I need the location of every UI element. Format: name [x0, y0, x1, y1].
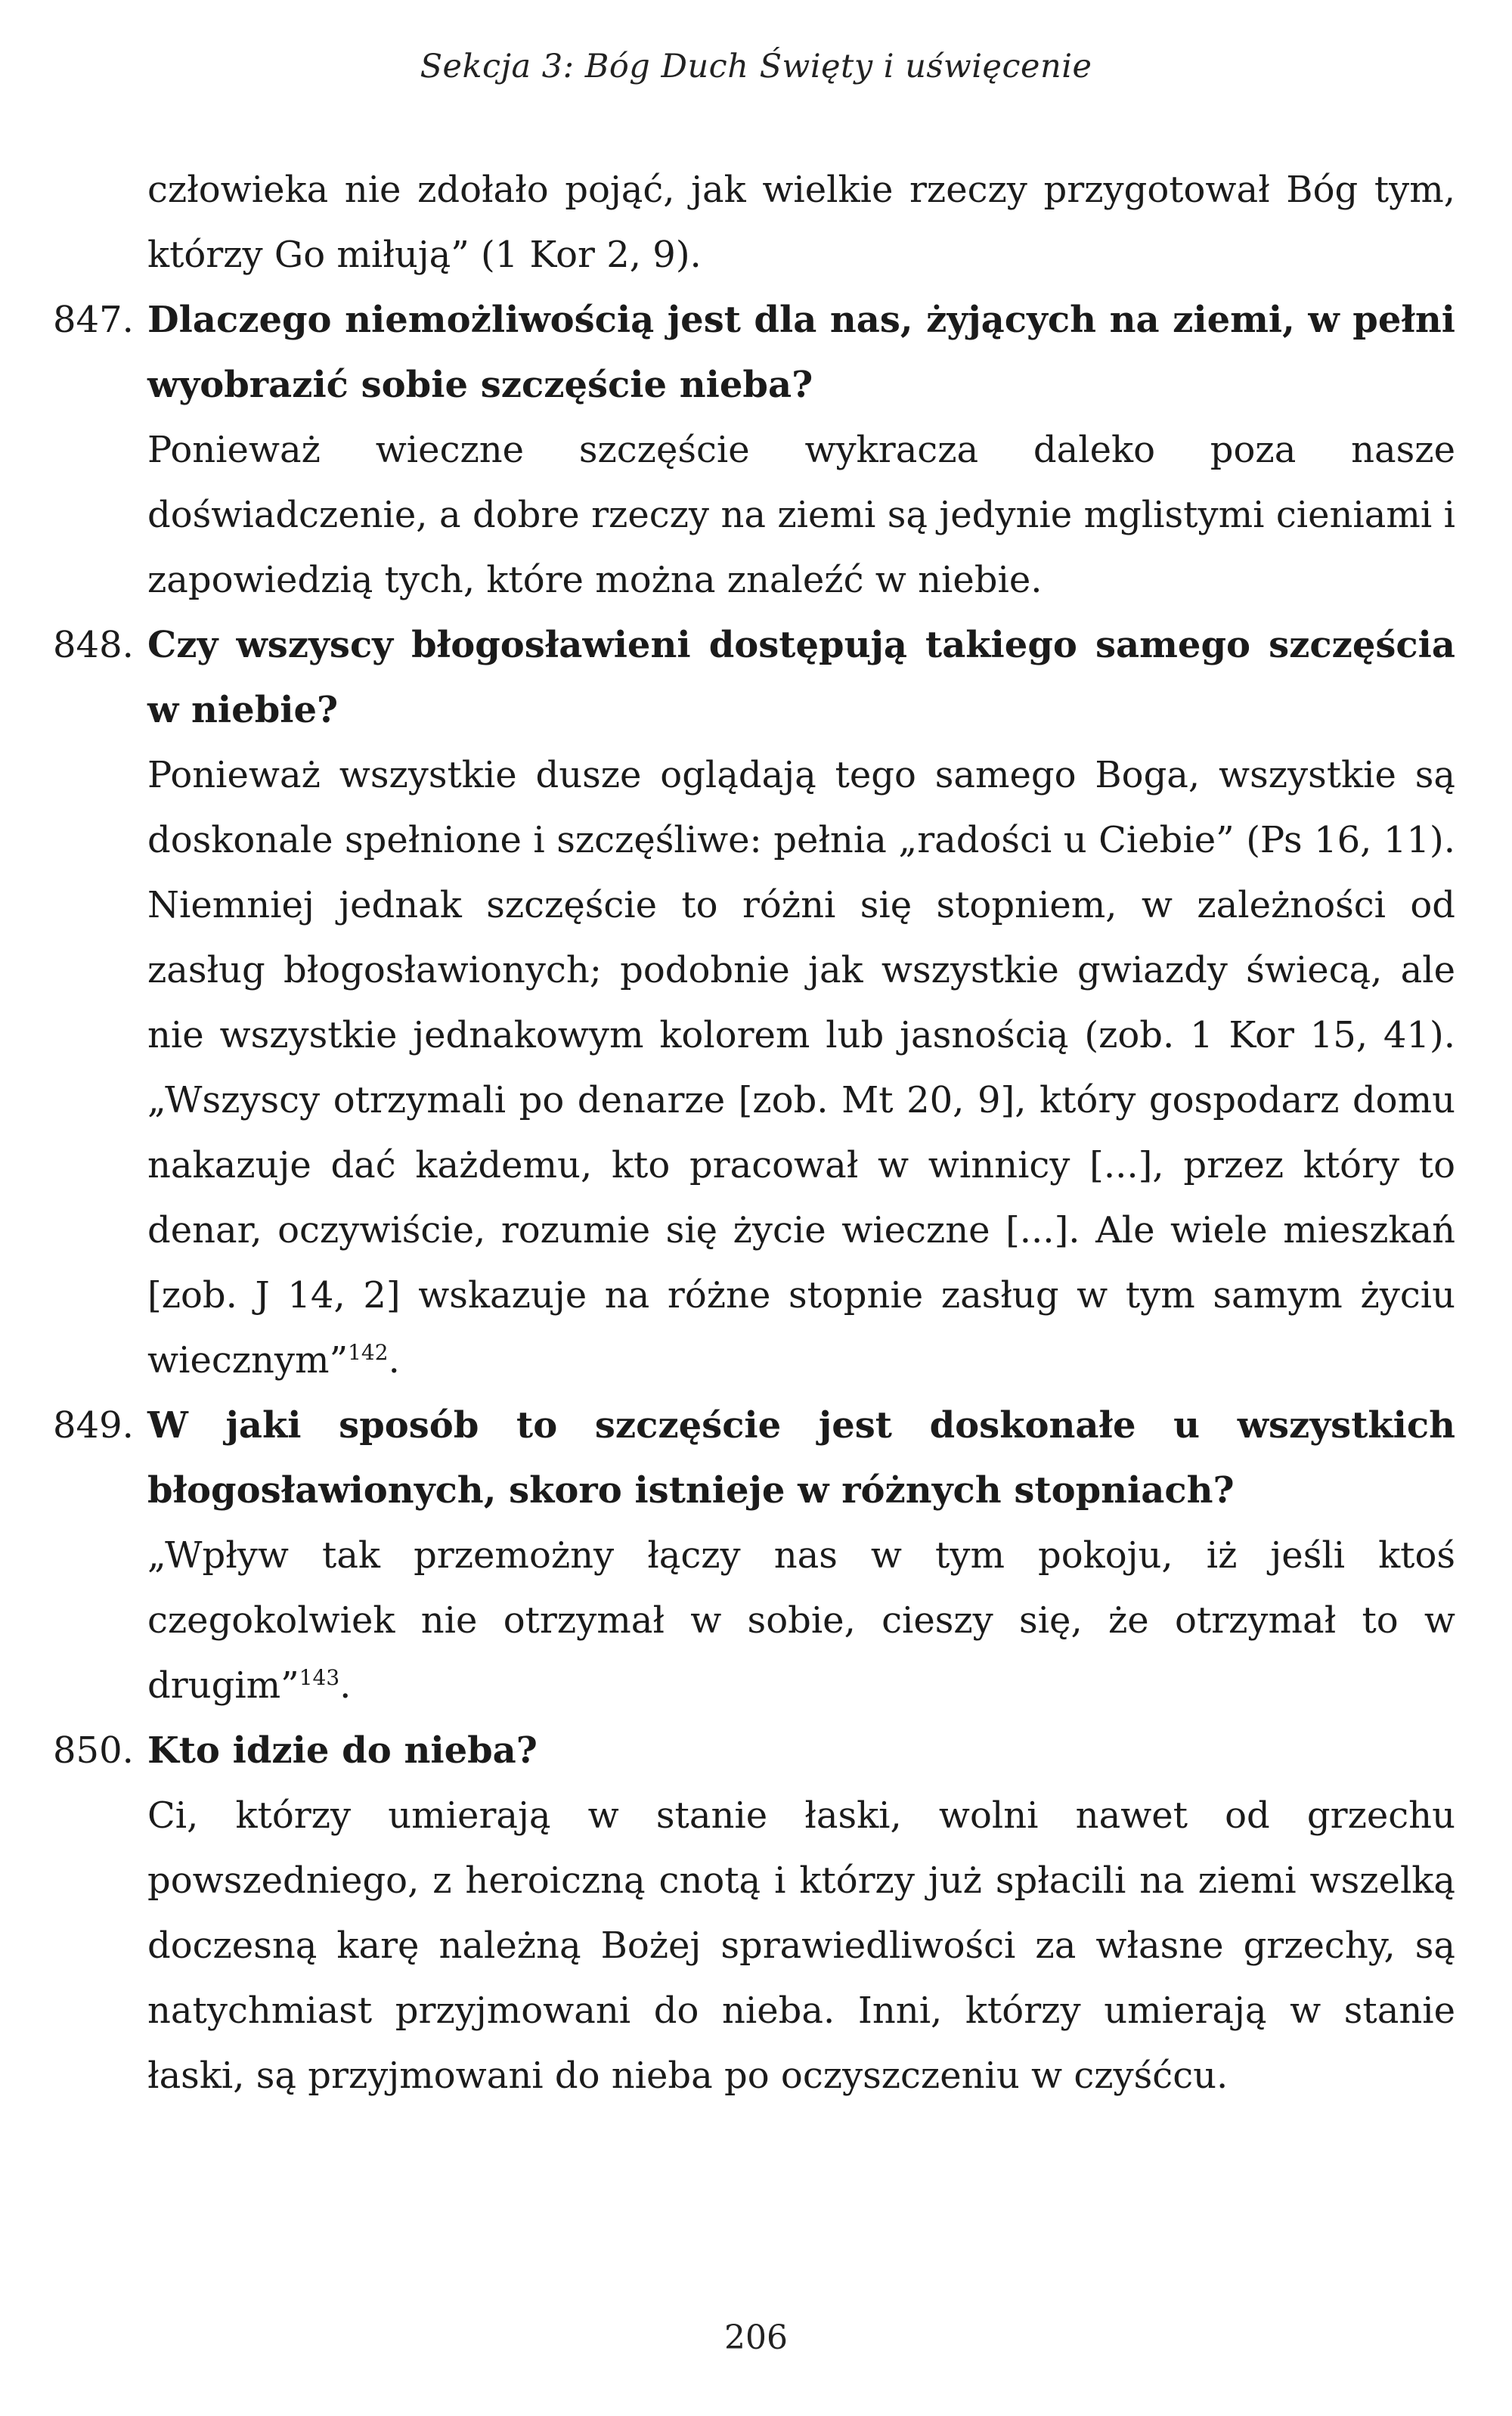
- question-text: W jaki sposób to szczęście jest doskonałe u wszystkich błogosławionych, skoro istnieje w różnych stopniach?: [147, 1404, 1455, 1512]
- question-text: Kto idzie do nieba?: [147, 1729, 538, 1772]
- qa-item-850: [53, 1718, 1455, 2108]
- answer-tail: .: [388, 1339, 400, 1382]
- question-number: 849.: [53, 1404, 134, 1447]
- footnote-ref: 142: [348, 1340, 389, 1365]
- question-number: 850.: [53, 1729, 134, 1772]
- answer-paragraph: [147, 1523, 1455, 1718]
- question-number: 847.: [53, 299, 134, 341]
- qa-item-847: [53, 287, 1455, 613]
- answer-text: Ponieważ wieczne szczęście wykracza daleko poza nasze doświadczenie, a dobre rzeczy na ziemi są jedynie mglistymi cieniami i zapowiedzią tych, które można znaleźć w niebie.: [147, 429, 1455, 601]
- answer-text: „Wpływ tak przemożny łączy nas w tym pokoju, iż jeśli ktoś czegokolwiek nie otrzymał w sobie, cieszy się, że otrzymał to w drugim”: [147, 1534, 1455, 1707]
- answer-text: Ponieważ wszystkie dusze oglądają tego samego Boga, wszystkie są doskonale spełnione i szczęśliwe: pełnia „radości u Ciebie” (Ps 16, 11). Niemniej jednak szczęście to różni się stopniem, w zależności od zasług błogosławionych; podobnie jak wszystkie gwiazdy świecą, ale nie wszystkie jednakowym kolorem lub jasnością (zob. 1 Kor 15, 41). „Wszyscy otrzymali po denarze [zob. Mt 20, 9], który gospodarz domu nakazuje dać każdemu, kto pracował w winnicy [...], przez który to denar, oczywiście, rozumie się życie wieczne [...]. Ale wiele mieszkań [zob. J 14, 2] wskazuje na różne stopnie zasług w tym samym życiu wiecznym”: [147, 754, 1455, 1382]
- page-number: 206: [724, 2318, 788, 2357]
- qa-item-849: [53, 1393, 1455, 1718]
- intro-paragraph: człowieka nie zdołało pojąć, jak wielkie rzeczy przygotował Bóg tym, którzy Go miłują” (1 Kor 2, 9).: [147, 169, 1455, 276]
- answer-paragraph: [147, 743, 1455, 1393]
- question-text: Dlaczego niemożliwością jest dla nas, żyjących na ziemi, w pełni wyobrazić sobie szczęście nieba?: [147, 299, 1455, 406]
- answer-tail: .: [339, 1664, 352, 1707]
- footnote-ref: 143: [299, 1665, 340, 1690]
- qa-item-848: [53, 613, 1455, 1393]
- page-content: [53, 157, 1455, 2108]
- question-number: 848.: [53, 624, 134, 666]
- question-text: Czy wszyscy błogosławieni dostępują takiego samego szczęścia w niebie?: [147, 624, 1455, 731]
- running-header: Sekcja 3: Bóg Duch Święty i uświęcenie: [420, 48, 1092, 85]
- answer-text: Ci, którzy umierają w stanie łaski, wolni nawet od grzechu powszedniego, z heroiczną cnotą i którzy już spłacili na ziemi wszelką doczesną karę należną Bożej sprawiedliwości za własne grzechy, są natychmiast przyjmowani do nieba. Inni, którzy umierają w stanie łaski, są przyjmowani do nieba po oczyszczeniu w czyśćcu.: [147, 1794, 1455, 2097]
